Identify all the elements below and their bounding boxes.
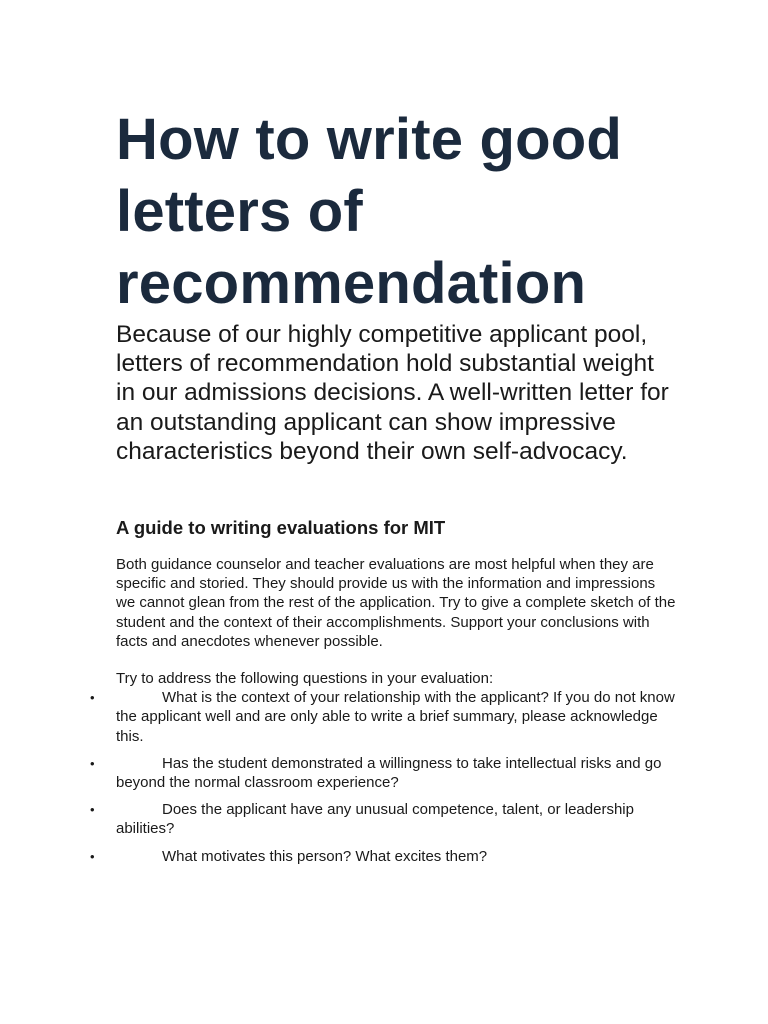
- page-title: How to write good letters of recommendation: [116, 107, 623, 316]
- questions-list: [90, 688, 676, 866]
- questions-intro: Try to address the following questions in your evaluation:: [116, 670, 494, 688]
- question-text: What is the context of your relationship with the applicant? If you do not know the applicant well and are only able to write a brief summary, please acknowledge this.: [116, 689, 675, 745]
- question-text: Has the student demonstrated a willingness to take intellectual risks and go beyond the normal classroom experience?: [116, 754, 662, 792]
- bullet-icon: •: [90, 755, 95, 771]
- question-text: What motivates this person? What excites them?: [162, 847, 488, 865]
- body-paragraph: Both guidance counselor and teacher evaluations are most helpful when they are specific and storied. They should provide us with the information and impressions we cannot glean from the rest of the application. Try to give a complete sketch of the student and the context of their accomplishments. Support your conclusions with facts and anecdotes whenever possible.: [116, 556, 676, 650]
- intro-paragraph: Because of our highly competitive applicant pool, letters of recommendation hold substantial weight in our admissions decisions. A well-written letter for an outstanding applicant can show impressive characteristics beyond their own self-advocacy.: [116, 321, 669, 465]
- bullet-icon: •: [90, 848, 95, 864]
- question-item: [90, 800, 676, 838]
- bullet-icon: •: [90, 690, 95, 706]
- bullet-icon: •: [90, 802, 95, 818]
- section-heading: A guide to writing evaluations for MIT: [116, 517, 446, 539]
- question-item: [90, 847, 676, 866]
- document-page: [90, 104, 676, 874]
- question-item: [90, 754, 676, 792]
- question-item: [90, 688, 676, 746]
- question-text: Does the applicant have any unusual competence, talent, or leadership abilities?: [116, 801, 634, 838]
